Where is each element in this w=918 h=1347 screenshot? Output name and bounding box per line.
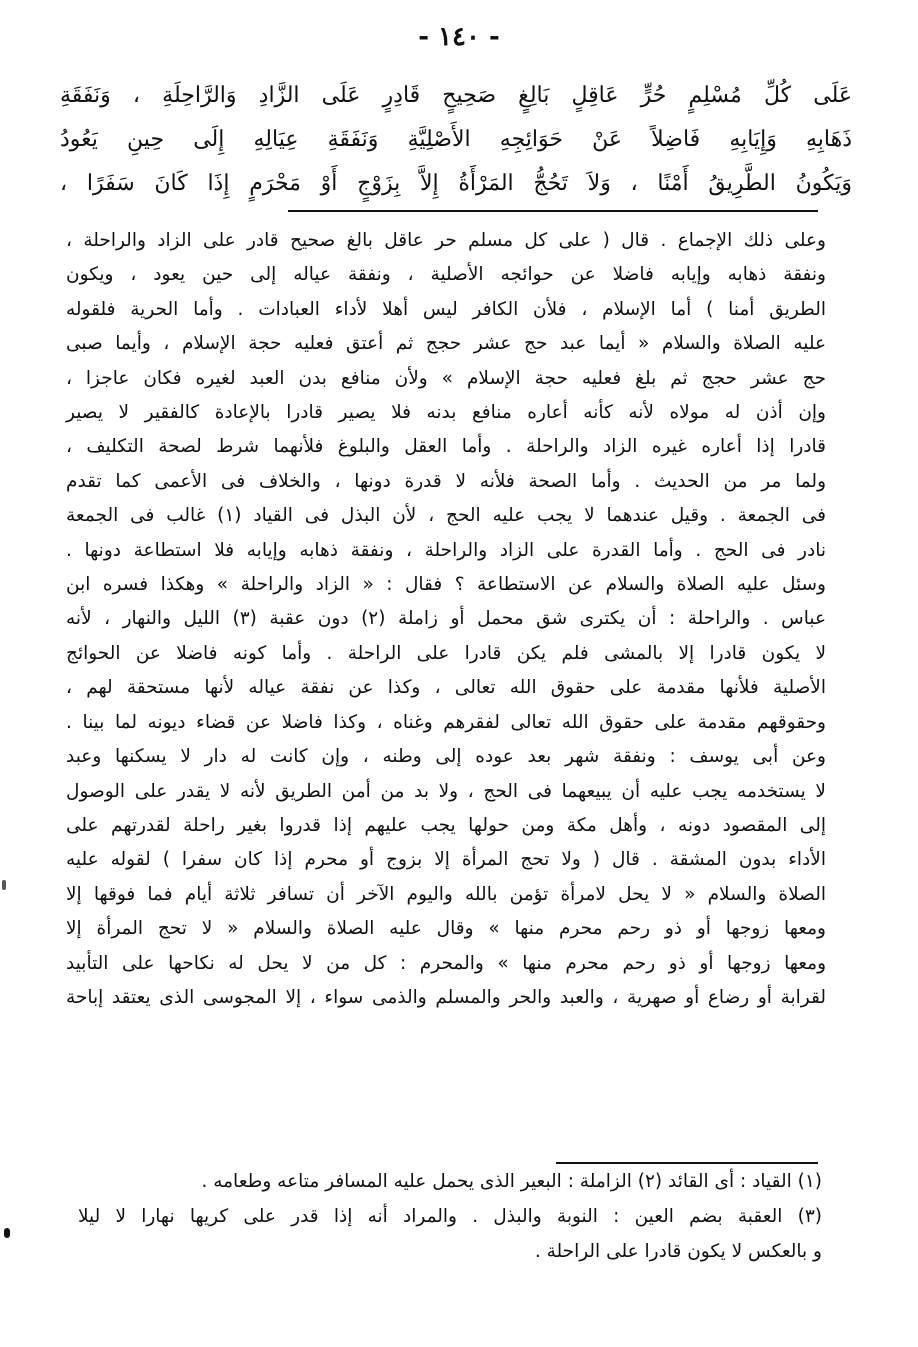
commentary-line: لا يكون قادرا إلا بالمشى فلم يكن قادرا على الراحلة . وأما كونه فاضلا عن الحوائج: [66, 642, 826, 664]
commentary-line: ومعها زوجها أو ذو رحم محرم منها » والمحرم : كل من لا يحل له نكاحها على التأبيد: [66, 952, 826, 974]
matn-line: عَلَى كُلِّ مُسْلِمٍ حُرٍّ عَاقِلٍ بَالِغٍ صَحِيحٍ قَادِرٍ عَلَى الزَّادِ وَالرَّاحِلَةِ ، وَنَفَقَةِ: [60, 83, 852, 108]
commentary-line: وسئل عليه الصلاة والسلام عن الاستطاعة ؟ فقال : « الزاد والراحلة » وهكذا فسره ابن: [66, 574, 826, 596]
matn-line: ذَهَابِهِ وَإِيَابِهِ فَاضِلاً عَنْ حَوَائِجِهِ الأَصْلِيَّةِ وَنَفَقَةِ عِيَالِهِ إِلَى حِينِ يَعُودُ: [60, 127, 852, 152]
matn-separator-rule: [288, 210, 818, 212]
scan-speck: [2, 880, 6, 890]
commentary-line: لا يستخدمه يجب عليه أن يبيعهما فى الحج ، ولا بد من أمن الطريق لأنه لا يقدر على الوصول: [66, 780, 826, 802]
commentary-line: الأصلية فلأنها مقدمة على حقوق الله تعالى ، وكذا عن نفقة عياله لأنها مستحقة لهم ،: [66, 677, 826, 699]
commentary-line: وإن أذن له مولاه لأنه كأنه أعاره منافع بدنه فلا يصير قادرا بالإعادة كالفقير لا يصير: [66, 402, 826, 424]
commentary-line: وعلى ذلك الإجماع . قال ( على كل مسلم حر عاقل بالغ صحيح قادر على الزاد والراحلة ،: [66, 230, 826, 251]
commentary-line: الطريق أمنا ) أما الإسلام ، فلأن الكافر ليس أهلا لأداء العبادات . وأما الحرية فلقوله: [66, 298, 826, 320]
commentary-line: وحقوقهم مقدمة على حقوق الله تعالى لفقرهم وغناه ، وكذا فاضلا عن قضاء ديونه لما بينا .: [66, 711, 826, 733]
footnotes: [78, 1164, 822, 1269]
commentary-line: نادر فى الحج . وأما القدرة على الزاد والراحلة ، ونفقة ذهابه وإيابه فلا استطاعة دونها .: [66, 539, 826, 561]
commentary-line: عباس . والراحلة : أن يكترى شق محمل أو زاملة (٢) دون عقبة (٣) الليل والنهار ، لأنه: [66, 608, 826, 630]
commentary-line: الصلاة والسلام « لا يحل لامرأة تؤمن بالله واليوم الآخر أن تسافر ثلاثة أيام فما فوقها إلا: [66, 883, 826, 905]
scan-speck: [4, 1228, 10, 1238]
commentary-line: قادرا إذا أعاره غيره الزاد والراحلة . وأما العقل والبلوغ فلأنهما شرط لصحة التكليف ،: [66, 436, 826, 458]
commentary-line: لقرابة أو رضاع أو صهرية ، والعبد والحر والمسلم والذمى سواء ، إلا المجوسى الذى يعتقد إباحة: [66, 986, 826, 1008]
commentary-line: وعن أبى يوسف : ونفقة شهر بعد عوده إلى وطنه ، وإن كانت له دار لا يسكنها وعبد: [66, 746, 826, 768]
commentary-line: فى الجمعة . وقيل عندهما لا يجب عليه الحج ، لأن البذل فى القياد (١) غالب فى الجمعة: [66, 505, 826, 527]
matn-text: [60, 74, 852, 206]
commentary-line: ونفقة ذهابه وإيابه فاضلا عن حوائجه الأصلية ، ونفقة عياله إلى حين يعود ، ويكون: [66, 264, 826, 286]
page-number: - ١٤٠ -: [418, 22, 500, 52]
commentary-line: إلى المقصود دونه ، وأهل مكة ومن حولها يجب عليهم إذا قدروا بغير راحلة لقدرتهم على: [66, 814, 826, 836]
commentary-line: الأداء بدون المشقة . قال ( ولا تحج المرأة إلا بزوج أو محرم إذا كان سفرا ) لقوله عليه: [66, 849, 826, 871]
footnote-line: و بالعكس لا يكون قادرا على الراحلة .: [534, 1241, 822, 1262]
commentary-line: عليه الصلاة والسلام « أيما عبد حج عشر حجج ثم أعتق فعليه حجة الإسلام ، وأيما صبى: [66, 333, 826, 355]
commentary-text: [66, 224, 826, 1015]
footnote-line: (٣) العقبة بضم العين : النوبة والبذل . والمراد أنه إذا قدر على كريها نهارا لا ليلا: [78, 1206, 822, 1227]
commentary-line: حج عشر حجج ثم بلغ فعليه حجة الإسلام » ولأن منافع بدن العبد لغيره فكان عاجزا ،: [66, 367, 826, 389]
commentary-line: ولما مر من الحديث . وأما الصحة فلأنه لا قدرة دونها ، والخلاف فى الأعمى كما تقدم: [66, 470, 826, 492]
matn-line: وَيَكُونُ الطَّرِيقُ أَمْنًا ، وَلاَ تَحُجُّ المَرْأَةُ إِلاَّ بِزَوْجٍ أَوْ مَحْرَمٍ إِذَا كَانَ سَفَرًا ،: [60, 171, 852, 196]
commentary-line: ومعها زوجها أو ذو رحم محرم منها » وقال عليه الصلاة والسلام « لا تحج المرأة إلا: [66, 918, 826, 940]
footnote-line: (١) القياد : أى القائد (٢) الزاملة : البعير الذى يحمل عليه المسافر متاعه وطعامه .: [201, 1171, 822, 1192]
